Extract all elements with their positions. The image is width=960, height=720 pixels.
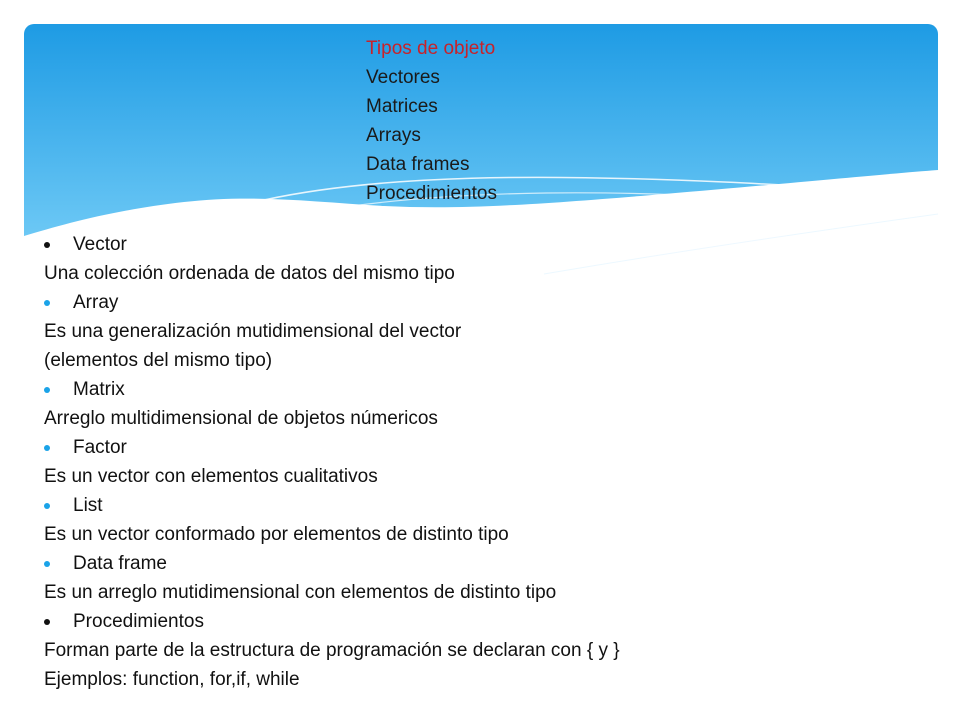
definition-procedimientos: Forman parte de la estructura de programación se declaran con { y } <box>44 640 620 661</box>
definition-list: Es un vector conformado por elementos de distinto tipo <box>44 524 509 545</box>
bullet-term-array: Array <box>44 288 924 317</box>
definition-array: Es una generalización mutidimensional del vector <box>44 321 462 342</box>
object-types-heading: Tipos de objeto <box>366 38 496 59</box>
bullet-term-factor: Factor <box>44 433 924 462</box>
object-type-item: Arrays <box>366 125 421 146</box>
definitions-list <box>44 230 924 694</box>
definition-factor: Es un vector con elementos cualitativos <box>44 466 378 487</box>
definition-vector: Una colección ordenada de datos del mismo tipo <box>44 263 455 284</box>
object-type-item: Data frames <box>366 154 470 175</box>
bullet-term-vector: Vector <box>44 230 924 259</box>
object-type-item: Matrices <box>366 96 438 117</box>
object-types-list <box>366 34 497 208</box>
definition-data-frame: Es un arreglo mutidimensional con elementos de distinto tipo <box>44 582 557 603</box>
object-type-item: Vectores <box>366 67 440 88</box>
definition-array-cont: (elementos del mismo tipo) <box>44 350 273 371</box>
bullet-term-data-frame: Data frame <box>44 549 924 578</box>
bullet-term-matrix: Matrix <box>44 375 924 404</box>
definition-procedimientos-examples: Ejemplos: function, for,if, while <box>44 669 300 690</box>
object-type-item: Procedimientos <box>366 183 497 204</box>
definition-matrix: Arreglo multidimensional de objetos númericos <box>44 408 438 429</box>
bullet-term-procedimientos: Procedimientos <box>44 607 924 636</box>
bullet-term-list: List <box>44 491 924 520</box>
